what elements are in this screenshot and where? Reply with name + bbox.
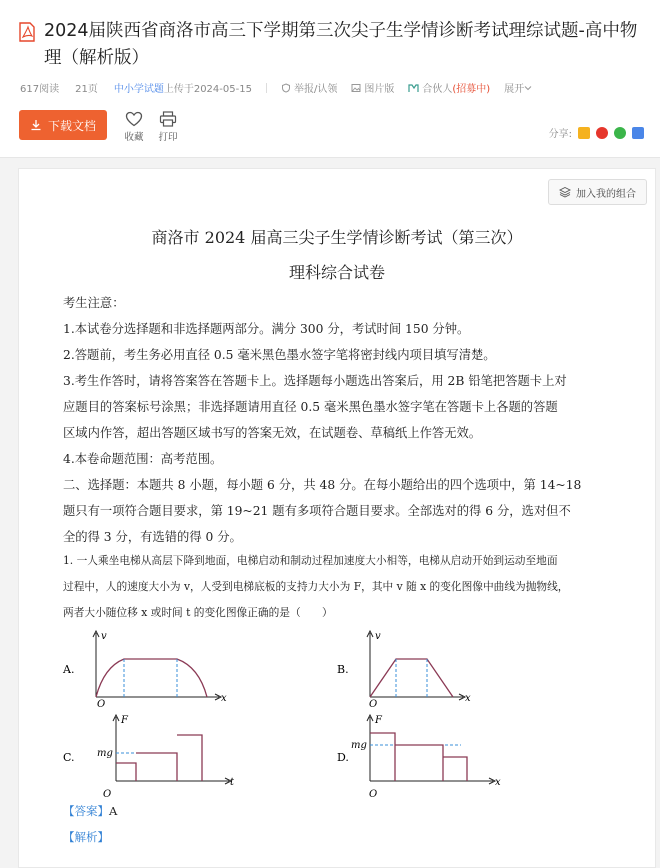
- image-icon: [351, 83, 361, 93]
- chevron-down-icon: [524, 85, 532, 91]
- option-c-label: C.: [63, 751, 75, 764]
- f-t-steps: [116, 735, 202, 781]
- source-link[interactable]: 中小学试题: [113, 84, 164, 95]
- notice-line: 区域内作答，超出答题区域书写的答案无效，在试题卷、草稿纸上作答无效。: [63, 426, 482, 440]
- favorite-button[interactable]: [119, 111, 149, 143]
- question-line: 两者大小随位移 x 或时间 t 的变化图像正确的是（ ）: [63, 606, 333, 619]
- y-label: F: [121, 715, 128, 726]
- y-label: v: [375, 631, 381, 642]
- x-label: x: [221, 693, 227, 704]
- exam-subtitle: 理科综合试卷: [288, 263, 385, 282]
- weibo-icon[interactable]: [596, 127, 608, 139]
- f-x-steps: [370, 733, 467, 781]
- image-version: [351, 80, 394, 95]
- doc-title: 2024届陕西省商洛市高三下学期第三次尖子生学情诊断考试理综试题-高中物理（解析版）: [44, 21, 638, 68]
- download-label: 下载文档: [47, 118, 96, 133]
- mg-label: mg: [97, 748, 113, 759]
- favorite-label: 收藏: [124, 132, 144, 143]
- doc-header: [0, 0, 660, 158]
- partner-label: 合伙人: [422, 84, 453, 95]
- notice-heading: 考生注意：: [63, 296, 125, 310]
- answer-tag: 【答案】: [63, 804, 109, 818]
- y-label: F: [375, 715, 382, 726]
- section-line: 二、选择题：本题共 8 小题，每小题 6 分，共 48 分。在每小题给出的四个选项中，第 14~18: [63, 478, 582, 492]
- x-label: x: [495, 777, 501, 788]
- add-collection-button[interactable]: [548, 179, 647, 205]
- print-button[interactable]: [153, 111, 183, 143]
- document-page: [18, 168, 656, 868]
- origin-label: O: [369, 789, 378, 799]
- printer-icon: [159, 111, 177, 127]
- divider: [266, 83, 267, 93]
- page-count: 21页: [75, 84, 98, 95]
- partner-icon: [408, 83, 419, 93]
- add-collection-label: 加入我的组合: [576, 188, 636, 200]
- option-c-graph[interactable]: [59, 711, 249, 799]
- option-b-label: B.: [337, 663, 349, 676]
- layers-icon: [559, 186, 571, 198]
- y-label: v: [101, 631, 107, 642]
- notice-line: 3.考生作答时，请将答案答在答题卡上。选择题每小题选出答案后，用 2B 铅笔把答题卡上对: [63, 374, 567, 388]
- v-x-curve: [96, 659, 207, 697]
- share-bar: [549, 125, 644, 140]
- v-x-trapezoid: [370, 659, 453, 697]
- download-icon: [30, 119, 42, 131]
- upload-date: 上传于2024-05-15: [163, 84, 252, 95]
- exam-title: 商洛市 2024 届高三尖子生学情诊断考试（第三次）: [151, 228, 523, 247]
- section-line: 题只有一项符合题目要求，第 19~21 题有多项符合题目要求。全部选对的得 6 分，选对但不: [63, 504, 571, 518]
- print-label: 打印: [158, 132, 178, 143]
- notice-line: 1.本试卷分选择题和非选择题两部分。满分 300 分，考试时间 150 分钟。: [63, 322, 470, 336]
- image-version-label: 图片版: [364, 84, 395, 95]
- download-button[interactable]: [19, 110, 107, 140]
- x-label: x: [465, 693, 471, 704]
- pdf-icon: [18, 22, 36, 42]
- x-label: t: [230, 777, 235, 788]
- more-share-icon[interactable]: [632, 127, 644, 139]
- notice-line: 2.答题前，考生务必用直径 0.5 毫米黑色墨水签字笔将密封线内项目填写清楚。: [63, 348, 496, 362]
- origin-label: O: [103, 789, 112, 799]
- share-label: 分享:: [548, 129, 572, 140]
- shield-icon: [281, 83, 291, 93]
- mg-label: mg: [351, 740, 367, 751]
- option-b-graph[interactable]: [333, 627, 513, 707]
- report-button[interactable]: [281, 80, 337, 95]
- origin-label: O: [369, 699, 378, 707]
- answer-line: [63, 803, 117, 819]
- origin-label: O: [97, 699, 106, 707]
- answer-value: A: [109, 804, 118, 818]
- question-line: 1. 一人乘坐电梯从高层下降到地面，电梯启动和制动过程加速度大小相等，电梯从启动开始到运动至地面: [63, 554, 558, 567]
- title-row: [18, 18, 638, 72]
- read-count: 617阅读: [20, 84, 60, 95]
- expand-toggle[interactable]: [504, 80, 535, 95]
- analysis-tag: 【解析】: [63, 830, 109, 844]
- notice-line: 4.本卷命题范围：高考范围。: [63, 452, 223, 466]
- recruit-badge: (招募中): [452, 84, 491, 95]
- option-d-label: D.: [337, 751, 349, 764]
- expand-label: 展开: [504, 84, 525, 95]
- meta-row: [20, 80, 535, 95]
- partner-link[interactable]: [408, 80, 490, 95]
- report-label: 举报/认领: [293, 84, 338, 95]
- option-d-graph[interactable]: [333, 711, 523, 799]
- option-a-graph[interactable]: [59, 627, 239, 707]
- qzone-icon[interactable]: [578, 127, 590, 139]
- question-line: 过程中，人的速度大小为 v，人受到电梯底板的支持力大小为 F，其中 v 随 x 的变化图像中曲线为抛物线，: [63, 580, 569, 593]
- notice-line: 应题目的答案标号涂黑；非选择题请用直径 0.5 毫米黑色墨水签字笔在答题卡上各题的答题: [63, 400, 558, 414]
- heart-icon: [125, 111, 143, 127]
- wechat-icon[interactable]: [614, 127, 626, 139]
- section-line: 全的得 3 分，有选错的得 0 分。: [63, 530, 242, 544]
- option-a-label: A.: [63, 663, 75, 676]
